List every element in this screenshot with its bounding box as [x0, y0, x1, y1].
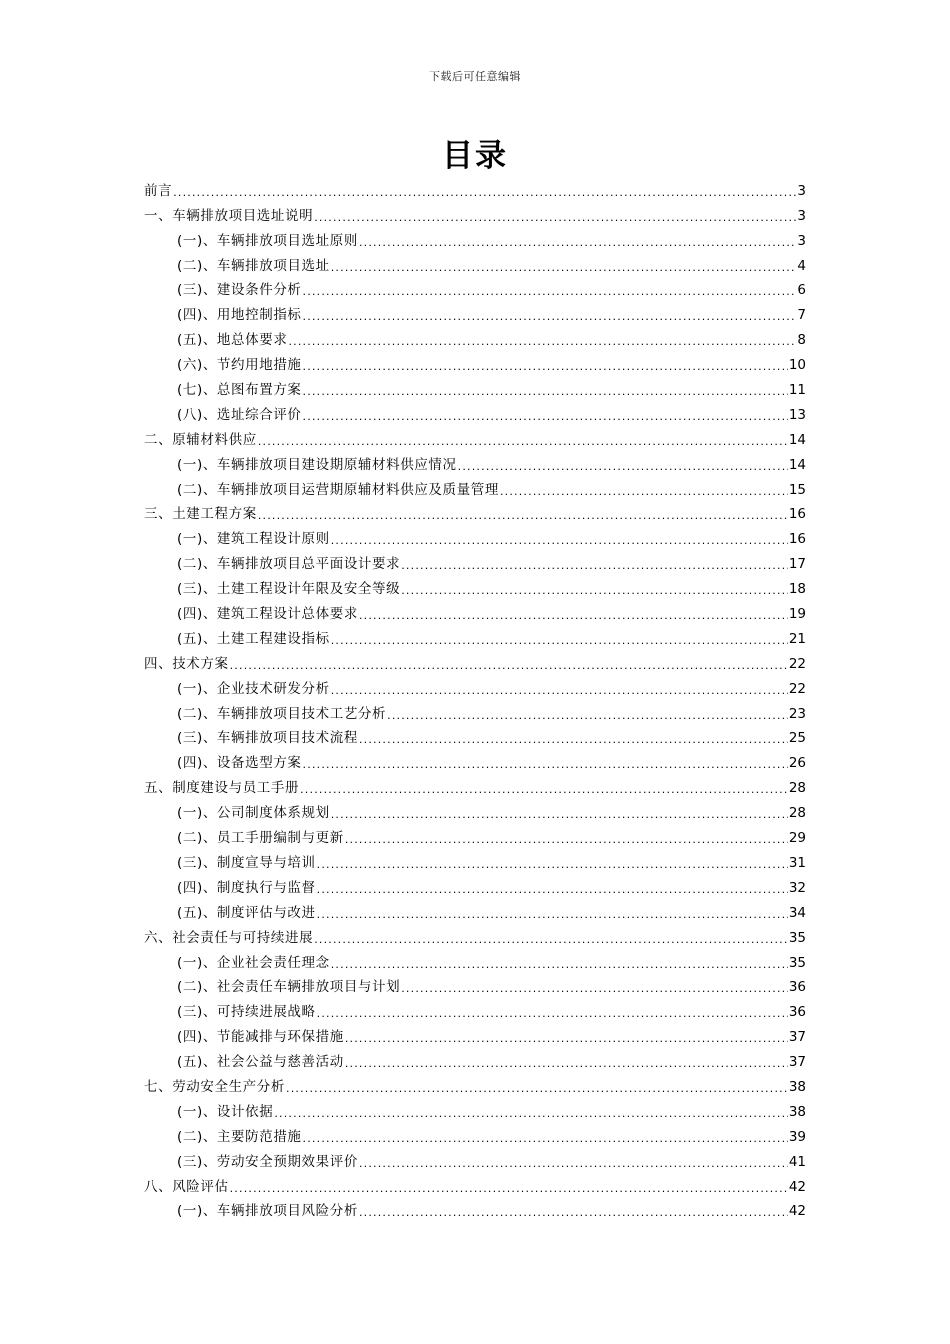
toc-entry-label: 一、车辆排放项目选址说明 [144, 207, 314, 224]
toc-leader-dots [345, 1031, 788, 1046]
toc-leader-dots [401, 981, 788, 996]
toc-entry-page-number: 19 [788, 606, 806, 623]
toc-entry-label: (五)、社会公益与慈善活动 [177, 1054, 344, 1071]
toc-entry-page-number: 36 [788, 979, 806, 996]
toc-entry[interactable] [144, 1196, 806, 1221]
toc-entry-page-number: 6 [797, 282, 806, 299]
toc-entry-page-number: 3 [797, 207, 806, 224]
toc-entry[interactable] [144, 947, 806, 972]
toc-leader-dots [303, 409, 788, 424]
header-note: 下载后可任意编辑 [429, 70, 521, 83]
toc-leader-dots [258, 508, 788, 523]
toc-leader-dots [274, 1106, 787, 1121]
toc-entry-label: (二)、车辆排放项目选址 [177, 257, 330, 274]
toc-leader-dots [303, 757, 788, 772]
toc-leader-dots [387, 708, 788, 723]
toc-entry-page-number: 14 [788, 456, 806, 473]
toc-leader-dots [300, 782, 788, 797]
toc-entry-page-number: 14 [788, 431, 806, 448]
toc-entry-page-number: 22 [788, 680, 806, 697]
toc-entry-page-number: 25 [788, 730, 806, 747]
toc-leader-dots [359, 608, 788, 623]
toc-entry-page-number: 13 [788, 406, 806, 423]
toc-leader-dots [401, 583, 788, 598]
toc-entry[interactable] [144, 474, 806, 499]
toc-entry-page-number: 15 [788, 481, 806, 498]
toc-leader-dots [331, 807, 788, 822]
toc-leader-dots [230, 1181, 788, 1196]
toc-entry-label: (二)、车辆排放项目总平面设计要求 [177, 556, 401, 573]
toc-entry[interactable] [144, 225, 806, 250]
toc-entry-page-number: 37 [788, 1054, 806, 1071]
toc-entry[interactable] [144, 200, 806, 225]
toc-entry-label: 五、制度建设与员工手册 [144, 780, 300, 797]
toc-entry-page-number: 42 [788, 1203, 806, 1220]
toc-entry-label: (四)、设备选型方案 [177, 755, 302, 772]
toc-entry[interactable] [144, 1046, 806, 1071]
toc-entry-label: 四、技术方案 [144, 655, 229, 672]
toc-entry-label: (三)、制度宣导与培训 [177, 854, 316, 871]
toc-entry-label: (二)、车辆排放项目技术工艺分析 [177, 705, 387, 722]
toc-entry-label: 八、风险评估 [144, 1178, 229, 1195]
toc-entry[interactable] [144, 175, 806, 200]
toc-entry-label: (八)、选址综合评价 [177, 406, 302, 423]
toc-entry[interactable] [144, 698, 806, 723]
toc-entry-page-number: 23 [788, 705, 806, 722]
toc-entry[interactable] [144, 897, 806, 922]
toc-title: 目录 [442, 138, 508, 174]
toc-entry[interactable] [144, 449, 806, 474]
toc-entry-label: (一)、建筑工程设计原则 [177, 531, 330, 548]
toc-leader-dots [317, 907, 788, 922]
toc-entry[interactable] [144, 374, 806, 399]
toc-entry-page-number: 16 [788, 506, 806, 523]
toc-leader-dots [258, 434, 788, 449]
toc-entry-label: (三)、土建工程设计年限及安全等级 [177, 581, 401, 598]
toc-leader-dots [173, 185, 796, 200]
toc-entry-page-number: 42 [788, 1178, 806, 1195]
toc-entry[interactable] [144, 299, 806, 324]
toc-entry-label: 六、社会责任与可持续进展 [144, 929, 314, 946]
toc-entry-page-number: 3 [797, 232, 806, 249]
toc-entry-label: 前言 [144, 182, 173, 199]
toc-entry-page-number: 28 [788, 780, 806, 797]
toc-entry-page-number: 29 [788, 830, 806, 847]
toc-entry-label: (一)、企业技术研发分析 [177, 680, 330, 697]
toc-entry-label: (三)、建设条件分析 [177, 282, 302, 299]
toc-entry-page-number: 37 [788, 1029, 806, 1046]
toc-entry[interactable] [144, 822, 806, 847]
toc-entry-page-number: 38 [788, 1103, 806, 1120]
toc-entry-page-number: 3 [797, 182, 806, 199]
toc-entry[interactable] [144, 1121, 806, 1146]
toc-entry[interactable] [144, 623, 806, 648]
toc-entry[interactable] [144, 972, 806, 997]
toc-entry-label: (六)、节约用地措施 [177, 357, 302, 374]
toc-entry-label: (四)、建筑工程设计总体要求 [177, 606, 358, 623]
toc-entry-label: (二)、员工手册编制与更新 [177, 830, 344, 847]
toc-leader-dots [286, 1081, 788, 1096]
toc-entry-page-number: 4 [797, 257, 806, 274]
toc-entry[interactable] [144, 598, 806, 623]
toc-entry-page-number: 34 [788, 904, 806, 921]
toc-entry-label: (三)、车辆排放项目技术流程 [177, 730, 358, 747]
toc-entry-page-number: 17 [788, 556, 806, 573]
toc-leader-dots [359, 235, 796, 250]
toc-entry-label: (四)、用地控制指标 [177, 307, 302, 324]
toc-leader-dots [314, 932, 788, 947]
toc-entry-page-number: 31 [788, 854, 806, 871]
table-of-contents [144, 175, 806, 1220]
toc-entry-page-number: 22 [788, 655, 806, 672]
toc-entry[interactable] [144, 847, 806, 872]
toc-entry-label: (四)、制度执行与监督 [177, 879, 316, 896]
toc-leader-dots [345, 832, 788, 847]
toc-entry-label: 三、土建工程方案 [144, 506, 257, 523]
toc-leader-dots [331, 683, 788, 698]
toc-entry-page-number: 38 [788, 1078, 806, 1095]
toc-entry[interactable] [144, 324, 806, 349]
toc-entry[interactable] [144, 747, 806, 772]
toc-leader-dots [359, 1205, 788, 1220]
toc-entry-page-number: 32 [788, 879, 806, 896]
toc-entry-label: 七、劳动安全生产分析 [144, 1078, 285, 1095]
toc-leader-dots [331, 533, 788, 548]
toc-entry[interactable] [144, 548, 806, 573]
toc-entry-page-number: 39 [788, 1128, 806, 1145]
toc-leader-dots [303, 359, 788, 374]
toc-leader-dots [345, 1056, 788, 1071]
toc-entry-page-number: 28 [788, 805, 806, 822]
toc-entry[interactable] [144, 523, 806, 548]
toc-entry-label: (二)、主要防范措施 [177, 1128, 302, 1145]
toc-leader-dots [331, 260, 797, 275]
toc-leader-dots [331, 957, 788, 972]
toc-entry[interactable] [144, 1171, 806, 1196]
toc-entry[interactable] [144, 797, 806, 822]
toc-entry-label: (四)、节能减排与环保措施 [177, 1029, 344, 1046]
toc-leader-dots [317, 882, 788, 897]
toc-entry-page-number: 35 [788, 929, 806, 946]
toc-leader-dots [230, 658, 788, 673]
toc-leader-dots [303, 284, 797, 299]
toc-leader-dots [314, 210, 796, 225]
toc-entry[interactable] [144, 573, 806, 598]
toc-entry[interactable] [144, 872, 806, 897]
toc-entry[interactable] [144, 349, 806, 374]
toc-leader-dots [317, 857, 788, 872]
toc-entry[interactable] [144, 922, 806, 947]
toc-entry-label: (二)、车辆排放项目运营期原辅材料供应及质量管理 [177, 481, 499, 498]
toc-entry[interactable] [144, 723, 806, 748]
toc-leader-dots [359, 1156, 788, 1171]
toc-entry-label: (三)、劳动安全预期效果评价 [177, 1153, 358, 1170]
toc-entry-label: 二、原辅材料供应 [144, 431, 257, 448]
toc-entry[interactable] [144, 772, 806, 797]
toc-entry-label: (一)、公司制度体系规划 [177, 805, 330, 822]
toc-entry-page-number: 18 [788, 581, 806, 598]
toc-leader-dots [500, 484, 788, 499]
toc-entry-page-number: 21 [788, 630, 806, 647]
toc-entry-page-number: 10 [788, 357, 806, 374]
toc-entry[interactable] [144, 673, 806, 698]
toc-leader-dots [331, 633, 788, 648]
toc-leader-dots [401, 558, 788, 573]
toc-entry[interactable] [144, 1071, 806, 1096]
toc-entry[interactable] [144, 1021, 806, 1046]
toc-leader-dots [303, 1131, 788, 1146]
toc-entry-page-number: 11 [788, 382, 806, 399]
toc-leader-dots [317, 1006, 788, 1021]
toc-entry-label: (五)、地总体要求 [177, 332, 288, 349]
toc-entry-page-number: 8 [797, 332, 806, 349]
toc-entry[interactable] [144, 499, 806, 524]
toc-entry-label: (三)、可持续进展战略 [177, 1004, 316, 1021]
toc-entry-page-number: 16 [788, 531, 806, 548]
toc-leader-dots [303, 309, 797, 324]
toc-entry[interactable] [144, 648, 806, 673]
toc-entry-label: (二)、社会责任车辆排放项目与计划 [177, 979, 401, 996]
toc-leader-dots [458, 459, 788, 474]
toc-entry[interactable] [144, 424, 806, 449]
toc-entry[interactable] [144, 275, 806, 300]
toc-entry[interactable] [144, 1096, 806, 1121]
toc-entry-label: (五)、制度评估与改进 [177, 904, 316, 921]
toc-entry-page-number: 36 [788, 1004, 806, 1021]
toc-entry-label: (一)、车辆排放项目选址原则 [177, 232, 358, 249]
toc-entry-label: (七)、总图布置方案 [177, 382, 302, 399]
toc-entry-label: (一)、企业社会责任理念 [177, 954, 330, 971]
toc-leader-dots [359, 732, 788, 747]
toc-entry[interactable] [144, 996, 806, 1021]
toc-entry-label: (一)、车辆排放项目风险分析 [177, 1203, 358, 1220]
toc-entry-page-number: 7 [797, 307, 806, 324]
toc-entry-page-number: 26 [788, 755, 806, 772]
toc-entry[interactable] [144, 1146, 806, 1171]
toc-leader-dots [288, 334, 796, 349]
toc-entry[interactable] [144, 250, 806, 275]
toc-entry-label: (一)、设计依据 [177, 1103, 274, 1120]
toc-entry[interactable] [144, 399, 806, 424]
toc-entry-page-number: 35 [788, 954, 806, 971]
toc-leader-dots [303, 384, 788, 399]
toc-entry-page-number: 41 [788, 1153, 806, 1170]
toc-entry-label: (一)、车辆排放项目建设期原辅材料供应情况 [177, 456, 457, 473]
toc-entry-label: (五)、土建工程建设指标 [177, 630, 330, 647]
